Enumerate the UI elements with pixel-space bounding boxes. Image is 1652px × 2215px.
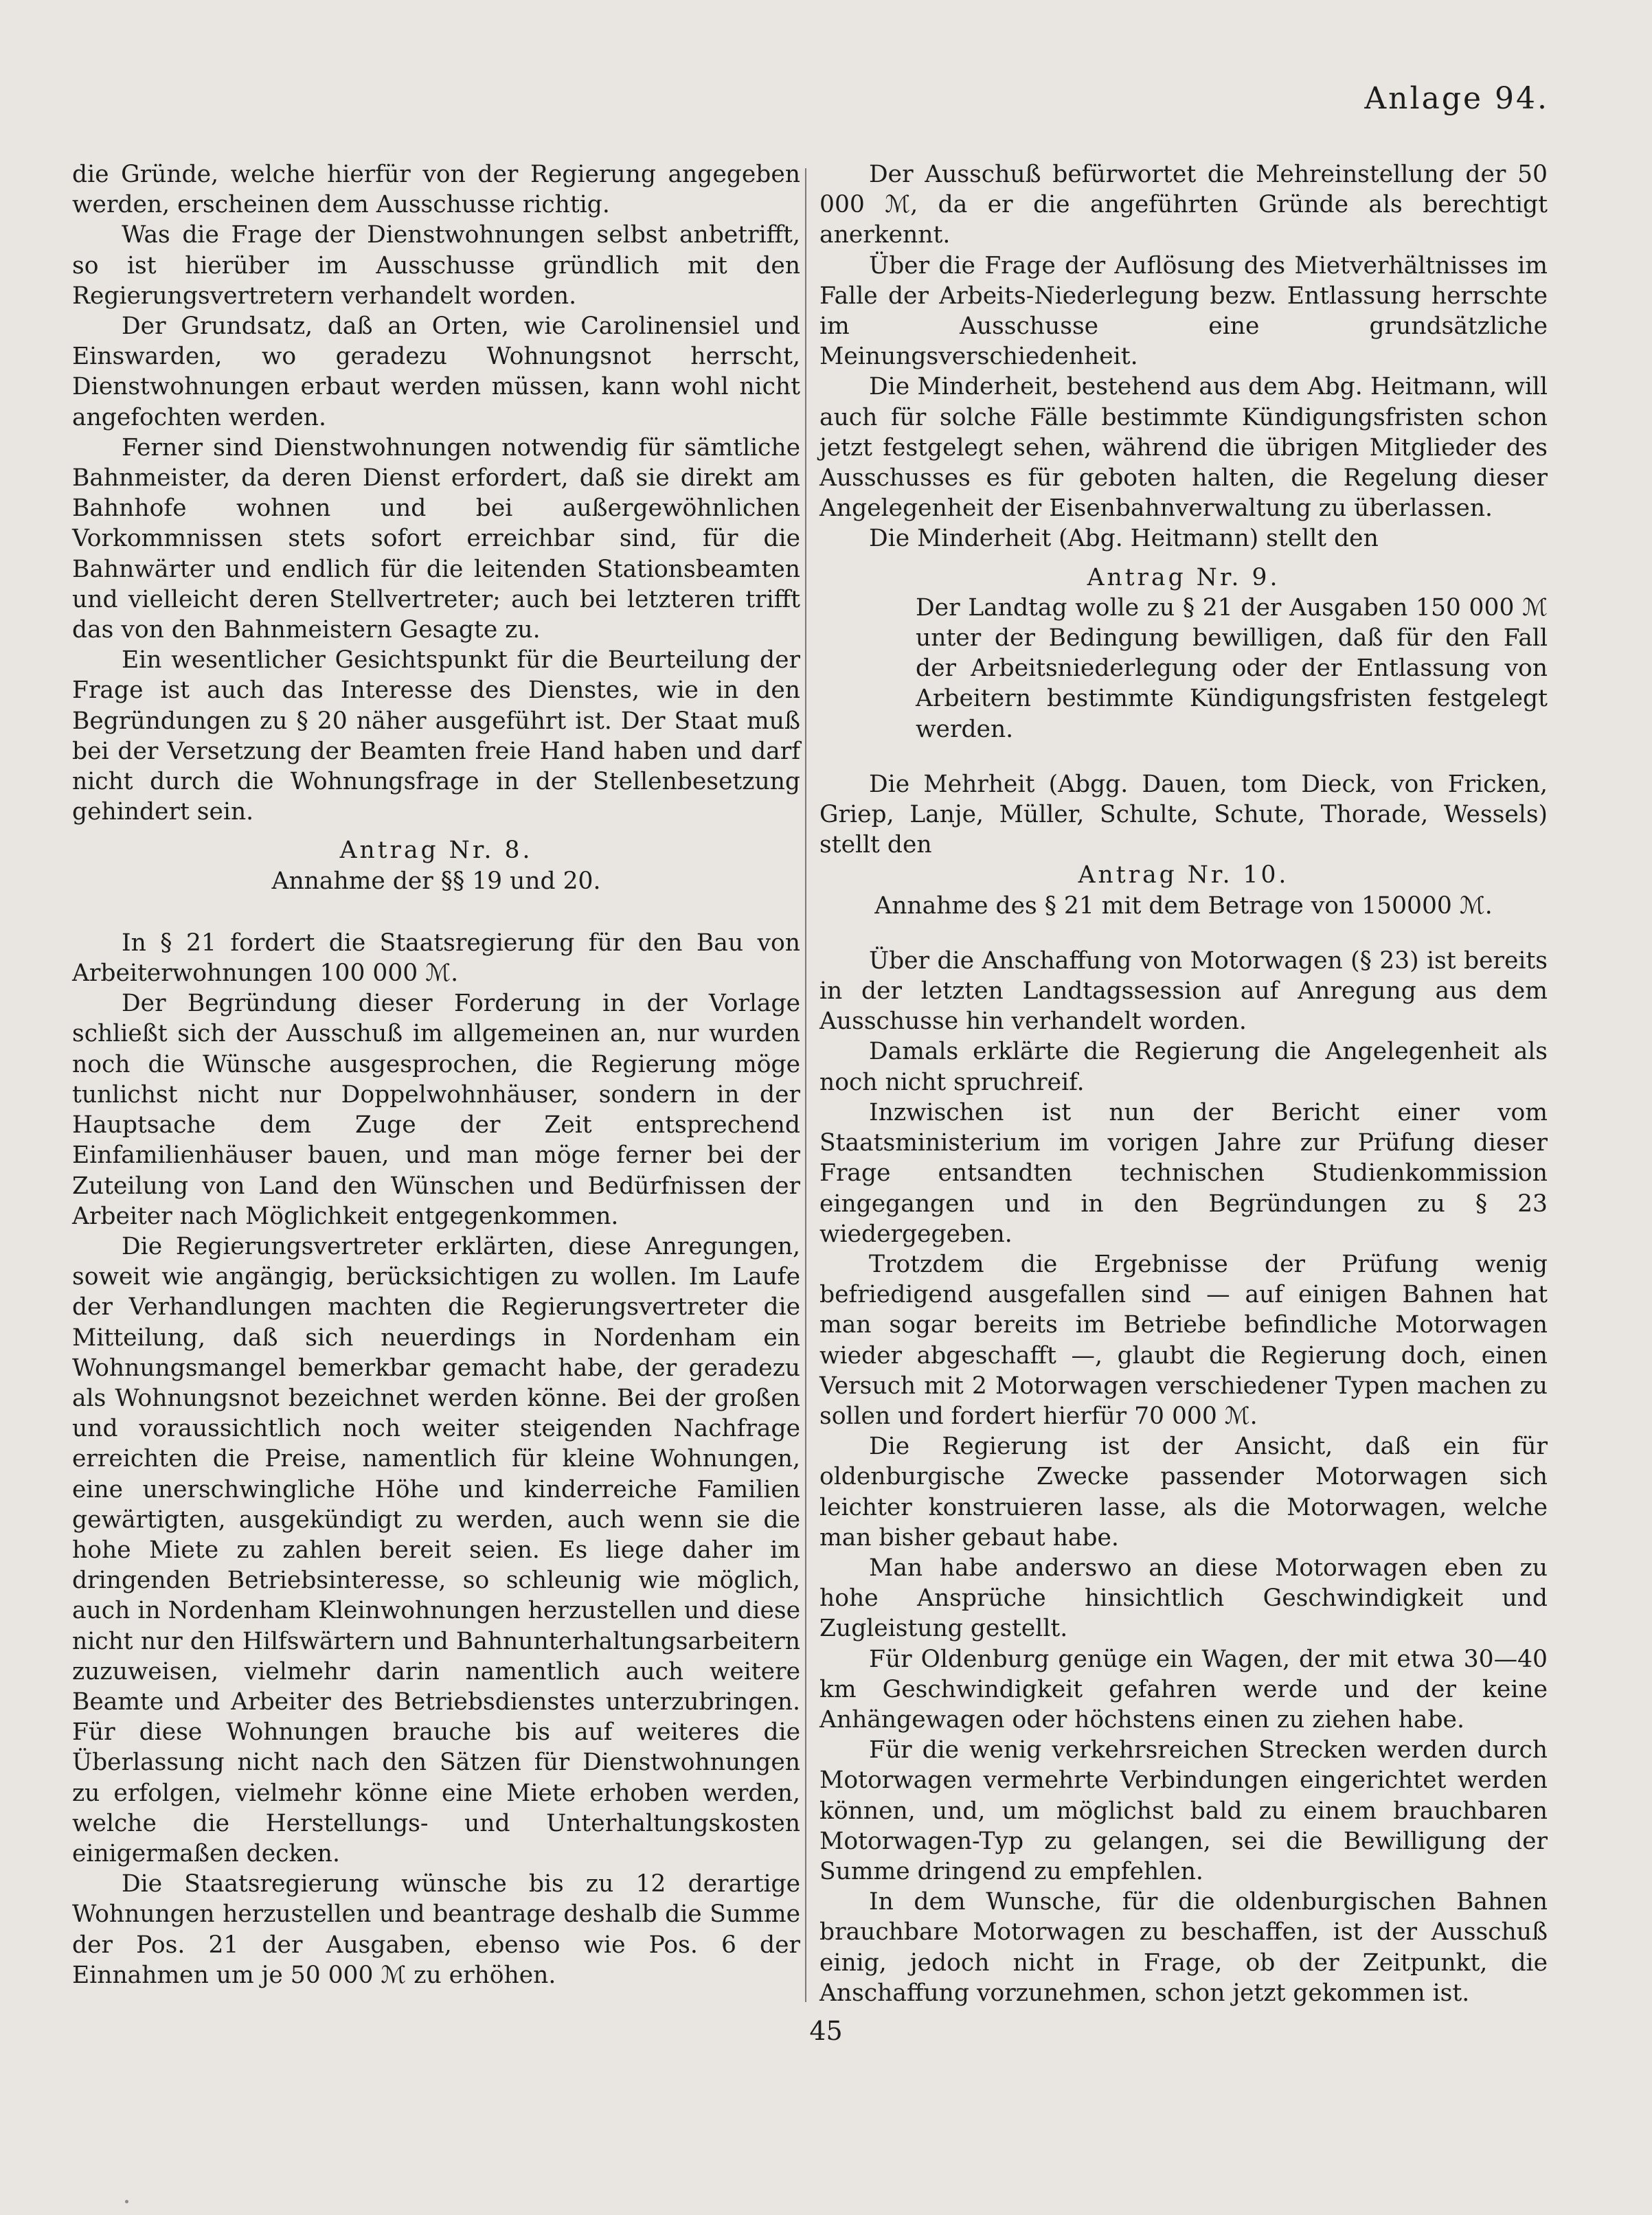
motion-10-title: Antrag Nr. 10. [1078, 861, 1289, 889]
paragraph: Die Mehrheit (Abgg. Dauen, tom Dieck, von Fricken, Griep, Lanje, Müller, Schulte, Schute, Thorade, Wessels) stellt den [819, 770, 1548, 859]
page-header-annex: Anlage 94. [1364, 81, 1549, 116]
paragraph: Die Staatsregierung wünsche bis zu 12 derartige Wohnungen herzustellen und beantrage deshalb die Summe der Pos. 21 der Ausgaben, ebenso wie Pos. 6 der Einnahmen um je 50 000 ℳ zu erhöhen. [72, 1870, 800, 1989]
paragraph: Ein wesentlicher Gesichtspunkt für die Beurteilung der Frage ist auch das Interesse des Dienstes, wie in den Begründungen zu § 20 näher ausgeführt ist. Der Staat muß bei der Versetzung der Beamten freie Hand haben und darf nicht durch die Wohnungsfrage in der Stellenbesetzung gehindert sein. [72, 646, 800, 826]
paragraph: In § 21 fordert die Staatsregierung für den Bau von Arbeiterwohnungen 100 000 ℳ. [72, 929, 800, 988]
paragraph: Der Grundsatz, daß an Orten, wie Carolinensiel und Einswarden, wo geradezu Wohnungsnot herrscht, Dienstwohnungen erbaut werden müssen, kann wohl nicht angefochten werden. [72, 313, 800, 431]
paragraph: Inzwischen ist nun der Bericht einer vom Staatsministerium im vorigen Jahre zur Prüfung dieser Frage entsandten technischen Studienkommission eingegangen und in den Begründungen zu § 23 wiedergegeben. [819, 1098, 1548, 1248]
paragraph: Was die Frage der Dienstwohnungen selbst anbetrifft, so ist hierüber im Ausschusse gründlich mit den Regierungsvertretern verhandelt worden. [72, 221, 800, 310]
motion-8-title: Antrag Nr. 8. [339, 837, 533, 865]
left-column [72, 159, 800, 1990]
paragraph: Über die Frage der Auflösung des Mietverhältnisses im Falle der Arbeits-Niederlegung bezw. Entlassung herrschte im Ausschusse eine grundsätzliche Meinungsverschiedenheit. [819, 251, 1548, 371]
paragraph: Trotzdem die Ergebnisse der Prüfung wenig befriedigend ausgefallen sind — auf einigen Bahnen hat man sogar bereits im Betriebe befindliche Motorwagen wieder abgeschafft —, glaubt die Regierung doch, einen Versuch mit 2 Motorwagen verschiedener Typen machen zu sollen und fordert hierfür 70 000 ℳ. [819, 1250, 1548, 1430]
right-column [819, 159, 1548, 2008]
page-number: 45 [809, 2016, 843, 2046]
motion-9-title: Antrag Nr. 9. [1087, 563, 1280, 591]
paragraph: In dem Wunsche, für die oldenburgischen Bahnen brauchbare Motorwagen zu beschaffen, ist der Ausschuß einig, jedoch nicht in Frage, ob der Zeitpunkt, die Anschaffung vorzunehmen, schon jetzt gekommen ist. [819, 1888, 1548, 2007]
paragraph: Die Regierung ist der Ansicht, daß ein für oldenburgische Zwecke passender Motorwagen sich leichter konstruieren lasse, als die Motorwagen, welche man bisher gebaut habe. [819, 1433, 1548, 1552]
motion-8-body: Annahme der §§ 19 und 20. [271, 867, 601, 895]
paragraph: Ferner sind Dienstwohnungen notwendig für sämtliche Bahnmeister, da deren Dienst erfordert, daß sie direkt am Bahnhofe wohnen und bei außergewöhnlichen Vorkommnissen stets sofort erreichbar sind, für die Bahnwärter und endlich für die leitenden Stationsbeamten und vielleicht deren Stellvertreter; auch bei letzteren trifft das von den Bahnmeistern Gesagte zu. [72, 433, 800, 644]
paragraph: Die Minderheit, bestehend aus dem Abg. Heitmann, will auch für solche Fälle bestimmte Kündigungsfristen schon jetzt festgelegt sehen, während die übrigen Mitglieder des Ausschusses es für geboten halten, die Regelung dieser Angelegenheit der Eisenbahnverwaltung zu überlassen. [819, 373, 1548, 523]
paragraph: Der Begründung dieser Forderung in der Vorlage schließt sich der Ausschuß im allgemeinen an, nur wurden noch die Wünsche ausgesprochen, die Regierung möge tunlichst nicht nur Doppelwohnhäuser, sondern in der Hauptsache dem Zuge der Zeit entsprechend Einfamilienhäuser bauen, und man möge ferner bei der Zuteilung von Land den Wünschen und Bedürfnissen der Arbeiter nach Möglichkeit entgegenkommen. [72, 990, 800, 1230]
paragraph: Die Regierungsvertreter erklärten, diese Anregungen, soweit wie angängig, berücksichtigen zu wollen. Im Laufe der Verhandlungen machten die Regierungsvertreter die Mitteilung, daß sich neuerdings in Nordenham ein Wohnungsmangel bemerkbar gemacht habe, der geradezu als Wohnungsnot bezeichnet werden könne. Bei der großen und voraussichtlich noch weiter steigenden Nachfrage erreichten die Preise, namentlich für kleine Wohnungen, eine unerschwingliche Höhe und kinderreiche Familien gewärtigten, ausgekündigt zu werden, auch wenn sie die hohe Miete zu zahlen bereit seien. Es liege daher im dringenden Betriebsinteresse, so schleunig wie möglich, auch in Nordenham Kleinwohnungen herzustellen und diese nicht nur den Hilfswärtern und Bahnunterhaltungsarbeitern zuzuweisen, vielmehr darin namentlich auch weitere Beamte und Arbeiter des Betriebsdienstes unterzubringen. Für diese Wohnungen brauche bis auf weiteres die Überlassung nicht nach den Sätzen für Dienstwohnungen zu erfolgen, vielmehr könne eine Miete erhoben werden, welche die Herstellungs- und Unterhaltungskosten einigermaßen decken. [72, 1232, 800, 1867]
paper-speck [125, 2200, 128, 2203]
paragraph: Für die wenig verkehrsreichen Strecken werden durch Motorwagen vermehrte Verbindungen eingerichtet werden können, und, um möglichst bald zu einem brauchbaren Motorwagen-Typ zu gelangen, sei die Bewilligung der Summe dringend zu empfehlen. [819, 1736, 1548, 1885]
paragraph: Der Ausschuß befürwortet die Mehreinstellung der 50 000 ℳ, da er die angeführten Gründe als berechtigt anerkennt. [819, 161, 1548, 249]
column-divider [805, 168, 806, 2002]
paragraph: Die Minderheit (Abg. Heitmann) stellt den [869, 525, 1379, 553]
paragraph: Für Oldenburg genüge ein Wagen, der mit etwa 30—40 km Geschwindigkeit gefahren werde und der keine Anhängewagen oder höchstens einen zu ziehen habe. [819, 1645, 1548, 1734]
paragraph: Damals erklärte die Regierung die Angelegenheit als noch nicht spruchreif. [819, 1038, 1548, 1096]
motion-10-body: Annahme des § 21 mit dem Betrage von 150000 ℳ. [874, 891, 1493, 920]
paragraph: Man habe anderswo an diese Motorwagen eben zu hohe Ansprüche hinsichtlich Geschwindigkeit und Zugleistung gestellt. [819, 1554, 1548, 1643]
paragraph: die Gründe, welche hierfür von der Regierung angegeben werden, erscheinen dem Ausschusse richtig. [72, 161, 800, 219]
paragraph: Über die Anschaffung von Motorwagen (§ 23) ist bereits in der letzten Landtagssession auf Anregung aus dem Ausschusse hin verhandelt worden. [819, 946, 1548, 1036]
motion-9-body: Der Landtag wolle zu § 21 der Ausgaben 150 000 ℳ unter der Bedingung bewilligen, daß für den Fall der Arbeitsniederlegung oder der Entlassung von Arbeitern bestimmte Kündigungsfristen festgelegt werden. [916, 593, 1548, 743]
